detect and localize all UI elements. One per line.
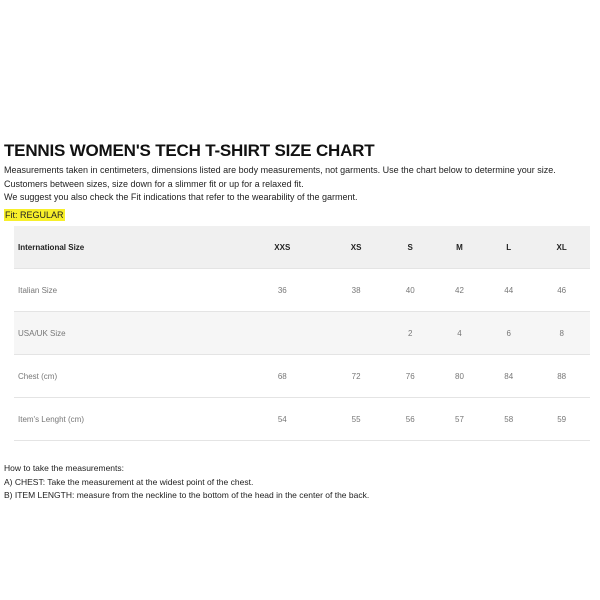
row-label: Item's Lenght (cm) [18, 414, 84, 424]
row-label: USA/UK Size [18, 328, 66, 338]
size-guide [4, 141, 592, 223]
table-row [14, 312, 590, 355]
intro-paragraph-1: Measurements taken in centimeters, dimensions listed are body measurements, not garments. Use the chart below to determine your size. Customers between sizes, size down for a slimmer fit or up for a relaxed fit. [4, 165, 556, 189]
table-cell: 76 [405, 371, 415, 381]
table-cell: 44 [504, 285, 514, 295]
header-cell: International Size [18, 242, 85, 252]
howto-step: B) ITEM LENGTH: measure from the neckline to the bottom of the head in the center of the back. [4, 490, 370, 500]
fit-badge: Fit: REGULAR [5, 209, 64, 220]
intro-text [4, 164, 592, 205]
table-cell: 55 [351, 414, 361, 424]
table-row [14, 269, 590, 312]
table-cell: 57 [455, 414, 464, 424]
table-cell: 8 [559, 328, 564, 338]
header-cell: XXS [274, 242, 291, 252]
table-cell [238, 312, 327, 355]
table-cell: 56 [405, 414, 415, 424]
table-cell: 88 [557, 371, 567, 381]
table-cell: 42 [455, 285, 464, 295]
header-cell: S [407, 242, 413, 252]
table-cell: 68 [277, 371, 287, 381]
table-cell: 72 [351, 371, 361, 381]
table-cell: 38 [351, 285, 361, 295]
table-cell: 80 [455, 371, 464, 381]
table-cell: 59 [557, 414, 567, 424]
table-row [14, 398, 590, 441]
row-label: Chest (cm) [18, 371, 58, 381]
table-cell: 46 [557, 285, 567, 295]
header-cell: XL [556, 242, 567, 252]
header-cell: XS [350, 242, 362, 252]
page-title: TENNIS WOMEN'S TECH T-SHIRT SIZE CHART [4, 141, 375, 160]
row-label: Italian Size [18, 285, 58, 295]
table-cell: 84 [504, 371, 514, 381]
table-cell: 6 [506, 328, 511, 338]
howto-heading: How to take the measurements: [4, 463, 125, 473]
table-cell [327, 312, 386, 355]
howto-step: A) CHEST: Take the measurement at the widest point of the chest. [4, 476, 254, 487]
size-table [14, 226, 590, 441]
table-row [14, 355, 590, 398]
table-cell: 2 [407, 328, 413, 338]
intro-paragraph-2: We suggest you also check the Fit indications that refer to the wearability of the garment. [4, 192, 358, 202]
table-header-row [14, 226, 590, 269]
measurement-instructions [4, 462, 369, 503]
table-cell: 4 [457, 328, 462, 338]
header-cell: L [506, 242, 512, 252]
table-cell: 36 [277, 285, 287, 295]
table-cell: 58 [504, 414, 514, 424]
table-cell: 40 [405, 285, 415, 295]
header-cell: M [456, 242, 463, 252]
table-cell: 54 [277, 414, 287, 424]
